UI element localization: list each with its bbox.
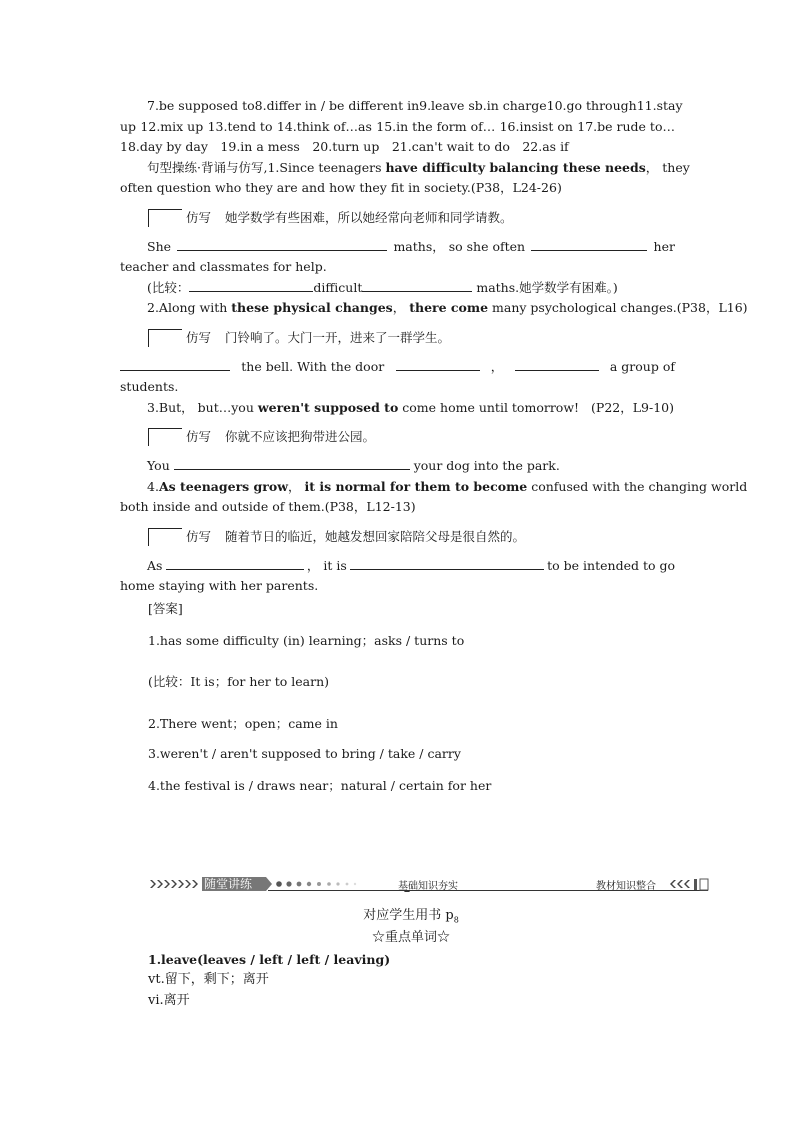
answer-blank[interactable] bbox=[350, 556, 544, 570]
sentence-1: 句型操练·背诵与仿写,1.Since teenagers have difficulty balancing these needs ， they bbox=[147, 159, 690, 175]
sentence-1-cont: often question who they are and how they fit in society.(P38，L24-26) bbox=[120, 180, 562, 195]
fill-2: the bell. With the door ， a group of bbox=[120, 357, 675, 378]
answer-blank[interactable] bbox=[362, 278, 472, 292]
vocab-item: 13.tend to bbox=[207, 118, 273, 134]
word-sense-vi: vi.离开 bbox=[148, 993, 190, 1008]
fill-4-cont: home staying with her parents. bbox=[120, 578, 319, 593]
vocab-item: up bbox=[120, 118, 137, 134]
vocab-item: 17.be rude to… bbox=[577, 118, 675, 134]
imitate-4: 仿写 随着节日的临近，她越发想回家陪陪父母是很自然的。 bbox=[148, 526, 675, 548]
answer-1: 1.has some difficulty (in) learning；asks / turns to bbox=[148, 632, 465, 648]
imitate-bracket-icon bbox=[148, 528, 182, 546]
answer-blank[interactable] bbox=[515, 357, 599, 371]
answers-heading: [答案] bbox=[148, 600, 183, 616]
answer-blank[interactable] bbox=[174, 456, 410, 470]
vocab-item: 15.in the form of… bbox=[376, 118, 496, 134]
fill-1: She maths， so she often her bbox=[147, 238, 675, 254]
document-body bbox=[120, 96, 748, 796]
vocab-item: 12.mix up bbox=[140, 118, 204, 134]
sentence-4-cont: both inside and outside of them.(P38，L12-13) bbox=[120, 499, 416, 514]
answer-blank[interactable] bbox=[531, 237, 647, 251]
section-banner bbox=[148, 876, 710, 892]
sentence-3: 3.But， but…you weren't supposed to come home until tomorrow! (P22，L9-10) bbox=[147, 399, 674, 415]
key-phrase: have difficulty balancing these needs bbox=[385, 159, 646, 175]
sentence-2: 2.Along with these physical changes， there come many psychological changes.(P38，L16) bbox=[147, 300, 748, 315]
word-sense-vt: vt.留下，剩下；离开 bbox=[148, 972, 269, 987]
answer-4: 4.the festival is / draws near；natural / certain for her bbox=[148, 777, 492, 793]
vocab-item: 11.stay bbox=[636, 98, 683, 113]
fill-1-cont: teacher and classmates for help. bbox=[120, 259, 327, 274]
student-book-ref: 对应学生用书 $p_8$ bbox=[363, 908, 459, 925]
section-title: 句型操练·背诵与仿写 bbox=[147, 159, 264, 175]
fill-3: You your dog into the park. bbox=[147, 458, 560, 473]
vocab-line-2 bbox=[120, 117, 675, 138]
vocab-item: 7.be supposed to bbox=[147, 98, 255, 113]
answer-blank[interactable] bbox=[166, 556, 304, 570]
imitate-2: 仿写 门铃响了。大门一开，进来了一群学生。 bbox=[148, 327, 675, 349]
sentence-4: 4.As teenagers grow， it is normal for them to become confused with the changing world bbox=[147, 478, 748, 494]
vocab-line-3: 18.day by day 19.in a mess 20.turn up 21.can't wait to do 22.as if bbox=[120, 139, 569, 154]
fill-2-cont: students. bbox=[120, 379, 179, 394]
answer-3: 3.weren't / aren't supposed to bring / take / carry bbox=[148, 745, 461, 761]
vocab-item: 8.differ in / be different in bbox=[254, 98, 420, 113]
vocab-item: 14.think of…as bbox=[276, 118, 372, 134]
banner-mid-label: 基础知识夯实 bbox=[398, 881, 458, 892]
answer-blank[interactable] bbox=[396, 357, 480, 371]
answer-blank[interactable] bbox=[189, 278, 313, 292]
answer-blank[interactable] bbox=[177, 237, 387, 251]
vocab-item: 16.insist on bbox=[499, 118, 573, 134]
key-words-heading: ☆重点单词☆ bbox=[371, 930, 450, 945]
imitate-bracket-icon bbox=[148, 329, 182, 347]
answer-blank[interactable] bbox=[120, 357, 230, 371]
compare-1: (比较： difficult maths.她学数学有困难。) bbox=[147, 279, 618, 295]
vocab-item: 9.leave sb.in charge bbox=[419, 98, 547, 113]
vocab-item: 10.go through bbox=[546, 98, 637, 113]
vocab-line-1 bbox=[120, 96, 683, 117]
banner-right-label: 教材知识整合 bbox=[596, 881, 656, 892]
word-entry: 1.leave(leaves / left / left / leaving) bbox=[148, 952, 391, 967]
fill-4: As ， it is to be intended to go bbox=[147, 557, 675, 573]
imitate-1: 仿写 她学数学有些困难，所以她经常向老师和同学请教。 bbox=[148, 207, 675, 229]
banner-tab: 随堂讲练 bbox=[204, 877, 253, 891]
imitate-bracket-icon bbox=[148, 209, 182, 227]
answer-2: 2.There went；open；came in bbox=[148, 715, 338, 731]
imitate-bracket-icon bbox=[148, 428, 182, 446]
answer-1b: (比较：It is；for her to learn) bbox=[148, 673, 329, 689]
imitate-3: 仿写 你就不应该把狗带进公园。 bbox=[148, 426, 675, 448]
